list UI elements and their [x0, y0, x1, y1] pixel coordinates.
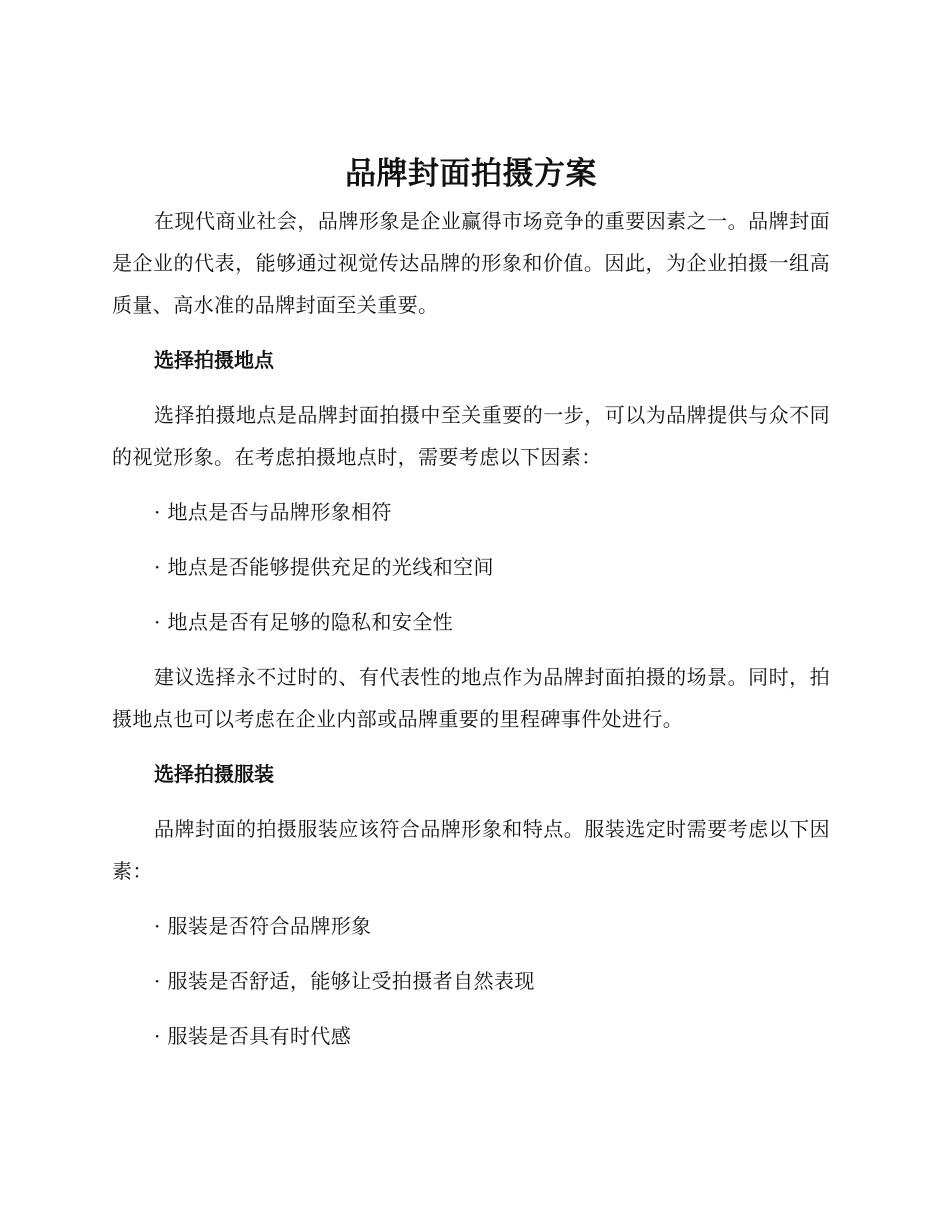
location-bullet-3: · 地点是否有足够的隐私和安全性 — [154, 610, 454, 634]
spacer — [112, 588, 830, 601]
clothing-paragraph: 品牌封面的拍摄服装应该符合品牌形象和特点。服装选定时需要考虑以下因素： — [112, 817, 830, 883]
spacer — [112, 381, 830, 394]
intro-paragraph: 在现代商业社会，品牌形象是企业赢得市场竞争的重要因素之一。品牌封面是企业的代表，能够通过视觉传达品牌的形象和价值。因此，为企业拍摄一组高质量、高水准的品牌封面至关重要。 — [112, 209, 830, 317]
clothing-bullet-3: · 服装是否具有时代感 — [154, 1024, 352, 1048]
location-bullet-1: · 地点是否与品牌形象相符 — [154, 500, 392, 524]
spacer — [112, 478, 830, 491]
clothing-bullet-1: · 服装是否符合品牌形象 — [154, 914, 372, 938]
spacer — [112, 892, 830, 905]
spacer — [112, 643, 830, 656]
spacer — [112, 533, 830, 546]
clothing-bullet-2: · 服装是否舒适，能够让受拍摄者自然表现 — [154, 969, 535, 993]
section-heading-location: 选择拍摄地点 — [154, 348, 274, 372]
location-closing-paragraph: 建议选择永不过时的、有代表性的地点作为品牌封面拍摄的场景。同时，拍摄地点也可以考虑在企业内部或品牌重要的里程碑事件处进行。 — [112, 665, 830, 731]
document-title: 品牌封面拍摄方案 — [345, 156, 597, 192]
document-page — [112, 148, 830, 1057]
location-bullet-2: · 地点是否能够提供充足的光线和空间 — [154, 555, 494, 579]
spacer — [112, 795, 830, 808]
spacer — [112, 947, 830, 960]
spacer — [112, 740, 830, 753]
section-heading-clothing: 选择拍摄服装 — [154, 762, 274, 786]
spacer — [112, 326, 830, 339]
spacer — [112, 1002, 830, 1015]
location-paragraph: 选择拍摄地点是品牌封面拍摄中至关重要的一步，可以为品牌提供与众不同的视觉形象。在考虑拍摄地点时，需要考虑以下因素： — [112, 403, 830, 469]
